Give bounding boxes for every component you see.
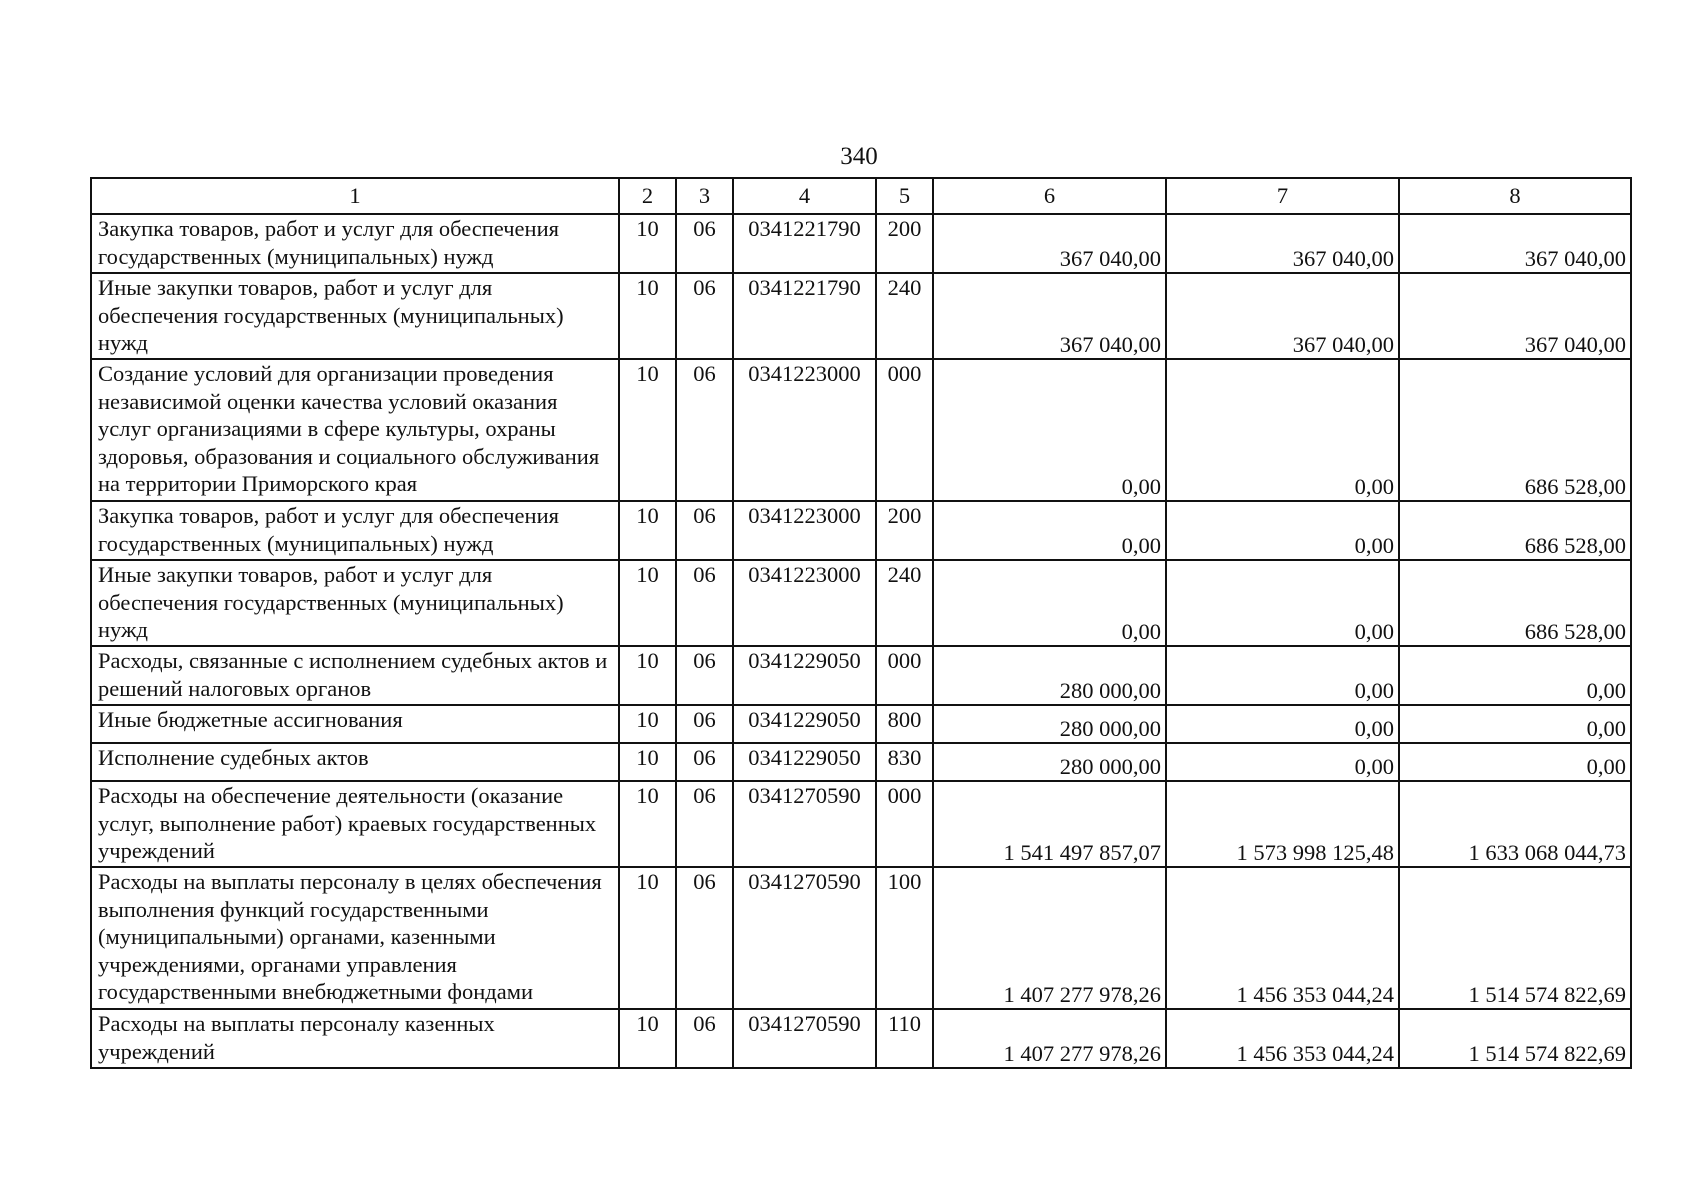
row-amount-6: 1 541 497 857,07 (933, 781, 1166, 867)
table-row (91, 705, 1631, 743)
row-name: Расходы, связанные с исполнением судебных актов и решений налоговых органов (91, 646, 619, 705)
row-amount-8: 0,00 (1399, 646, 1631, 705)
table-row (91, 273, 1631, 359)
table-row (91, 781, 1631, 867)
row-expense-type: 830 (876, 743, 933, 781)
column-header: 3 (676, 178, 733, 214)
row-subsection: 06 (676, 867, 733, 1009)
row-subsection: 06 (676, 743, 733, 781)
row-subsection: 06 (676, 1009, 733, 1068)
table-row (91, 501, 1631, 560)
row-amount-7: 0,00 (1166, 501, 1399, 560)
row-expense-type: 200 (876, 501, 933, 560)
row-amount-7: 1 456 353 044,24 (1166, 1009, 1399, 1068)
row-target-article: 0341229050 (733, 743, 876, 781)
row-amount-8: 367 040,00 (1399, 214, 1631, 273)
row-name: Иные закупки товаров, работ и услуг для обеспечения государственных (муниципальных) нужд (91, 560, 619, 646)
row-subsection: 06 (676, 560, 733, 646)
row-amount-8: 1 514 574 822,69 (1399, 1009, 1631, 1068)
row-section: 10 (619, 1009, 676, 1068)
row-expense-type: 100 (876, 867, 933, 1009)
row-name: Исполнение судебных актов (91, 743, 619, 781)
row-target-article: 0341270590 (733, 1009, 876, 1068)
row-amount-8: 1 633 068 044,73 (1399, 781, 1631, 867)
row-subsection: 06 (676, 501, 733, 560)
row-amount-7: 1 456 353 044,24 (1166, 867, 1399, 1009)
row-section: 10 (619, 743, 676, 781)
row-section: 10 (619, 781, 676, 867)
row-subsection: 06 (676, 646, 733, 705)
row-section: 10 (619, 646, 676, 705)
row-expense-type: 240 (876, 273, 933, 359)
table-row (91, 646, 1631, 705)
row-subsection: 06 (676, 781, 733, 867)
row-name: Расходы на выплаты персоналу в целях обеспечения выполнения функций государственными (муниципальными) органами, казенными учреждениями, органами управления государственными внебюджетными фондами (91, 867, 619, 1009)
row-name: Закупка товаров, работ и услуг для обеспечения государственных (муниципальных) нужд (91, 214, 619, 273)
row-amount-6: 280 000,00 (933, 743, 1166, 781)
row-expense-type: 800 (876, 705, 933, 743)
row-amount-6: 367 040,00 (933, 273, 1166, 359)
row-amount-7: 1 573 998 125,48 (1166, 781, 1399, 867)
budget-table (90, 177, 1632, 1069)
row-expense-type: 240 (876, 560, 933, 646)
row-name: Расходы на обеспечение деятельности (оказание услуг, выполнение работ) краевых государственных учреждений (91, 781, 619, 867)
row-target-article: 0341270590 (733, 781, 876, 867)
row-section: 10 (619, 214, 676, 273)
row-name: Иные закупки товаров, работ и услуг для обеспечения государственных (муниципальных) нужд (91, 273, 619, 359)
row-amount-8: 686 528,00 (1399, 359, 1631, 501)
row-amount-7: 0,00 (1166, 359, 1399, 501)
row-target-article: 0341229050 (733, 705, 876, 743)
column-header: 6 (933, 178, 1166, 214)
row-section: 10 (619, 867, 676, 1009)
row-expense-type: 200 (876, 214, 933, 273)
column-header: 4 (733, 178, 876, 214)
row-amount-6: 367 040,00 (933, 214, 1166, 273)
table-row (91, 1009, 1631, 1068)
row-name: Расходы на выплаты персоналу казенных учреждений (91, 1009, 619, 1068)
row-expense-type: 000 (876, 781, 933, 867)
row-section: 10 (619, 273, 676, 359)
row-section: 10 (619, 705, 676, 743)
table-row (91, 867, 1631, 1009)
row-amount-6: 280 000,00 (933, 705, 1166, 743)
row-target-article: 0341229050 (733, 646, 876, 705)
row-subsection: 06 (676, 214, 733, 273)
table-row (91, 560, 1631, 646)
row-target-article: 0341221790 (733, 214, 876, 273)
row-amount-7: 367 040,00 (1166, 214, 1399, 273)
row-amount-6: 1 407 277 978,26 (933, 1009, 1166, 1068)
row-amount-8: 0,00 (1399, 705, 1631, 743)
row-section: 10 (619, 359, 676, 501)
row-amount-7: 0,00 (1166, 705, 1399, 743)
row-amount-7: 367 040,00 (1166, 273, 1399, 359)
row-amount-6: 1 407 277 978,26 (933, 867, 1166, 1009)
row-subsection: 06 (676, 359, 733, 501)
table-row (91, 214, 1631, 273)
row-amount-8: 686 528,00 (1399, 501, 1631, 560)
column-header: 5 (876, 178, 933, 214)
table-row (91, 743, 1631, 781)
row-amount-6: 0,00 (933, 501, 1166, 560)
row-subsection: 06 (676, 273, 733, 359)
row-amount-7: 0,00 (1166, 743, 1399, 781)
page-number: 340 (840, 143, 878, 170)
column-header: 2 (619, 178, 676, 214)
row-target-article: 0341223000 (733, 501, 876, 560)
row-target-article: 0341221790 (733, 273, 876, 359)
row-amount-8: 686 528,00 (1399, 560, 1631, 646)
table-row (91, 359, 1631, 501)
column-header: 7 (1166, 178, 1399, 214)
row-expense-type: 000 (876, 646, 933, 705)
row-section: 10 (619, 560, 676, 646)
row-amount-7: 0,00 (1166, 646, 1399, 705)
row-amount-8: 1 514 574 822,69 (1399, 867, 1631, 1009)
row-expense-type: 000 (876, 359, 933, 501)
row-name: Закупка товаров, работ и услуг для обеспечения государственных (муниципальных) нужд (91, 501, 619, 560)
row-name: Иные бюджетные ассигнования (91, 705, 619, 743)
row-target-article: 0341223000 (733, 359, 876, 501)
row-target-article: 0341270590 (733, 867, 876, 1009)
table-header-row (91, 178, 1631, 214)
row-expense-type: 110 (876, 1009, 933, 1068)
row-subsection: 06 (676, 705, 733, 743)
row-amount-6: 0,00 (933, 560, 1166, 646)
row-name: Создание условий для организации проведения независимой оценки качества условий оказания услуг организациями в сфере культуры, охраны здоровья, образования и социального обслуживания на территории Приморского края (91, 359, 619, 501)
row-amount-8: 367 040,00 (1399, 273, 1631, 359)
row-amount-7: 0,00 (1166, 560, 1399, 646)
row-amount-6: 280 000,00 (933, 646, 1166, 705)
row-target-article: 0341223000 (733, 560, 876, 646)
column-header: 8 (1399, 178, 1631, 214)
column-header: 1 (91, 178, 619, 214)
row-section: 10 (619, 501, 676, 560)
row-amount-6: 0,00 (933, 359, 1166, 501)
row-amount-8: 0,00 (1399, 743, 1631, 781)
